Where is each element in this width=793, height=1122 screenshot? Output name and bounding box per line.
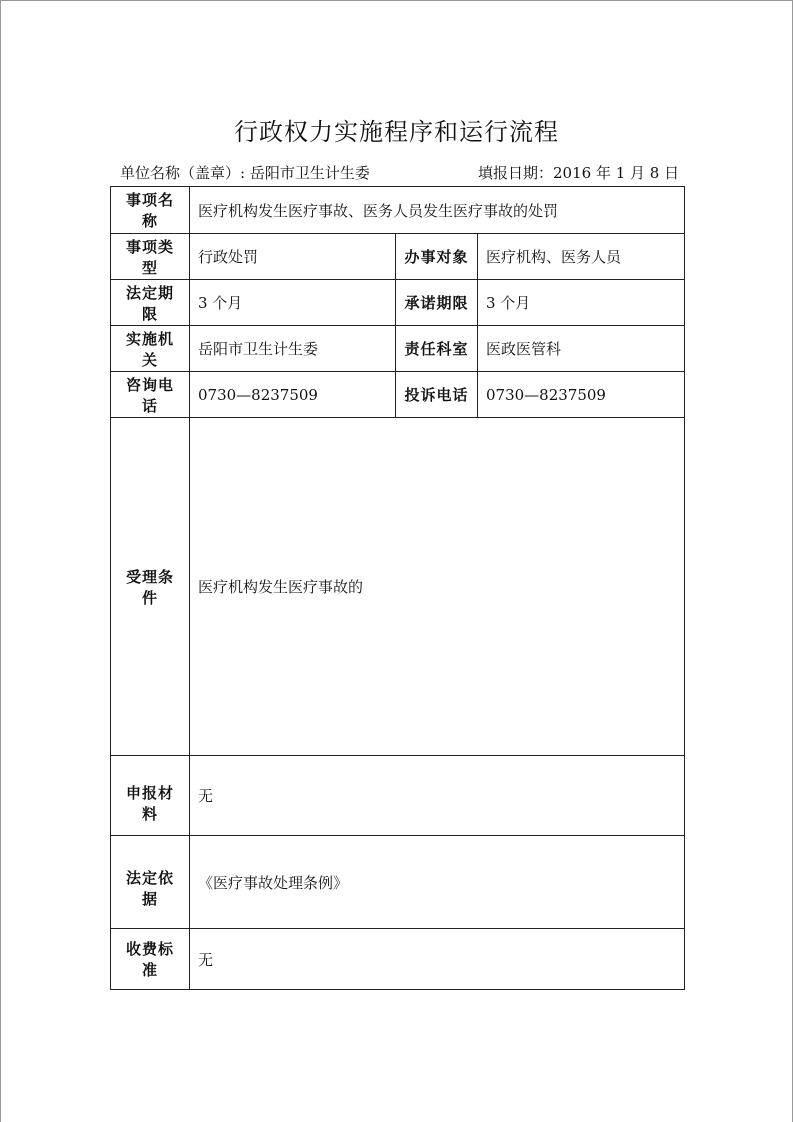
table-row [111,234,685,280]
table-row [111,929,685,990]
table-row [111,326,685,372]
page-edge-top [0,0,793,1]
consult-phone-label: 咨询电话 [111,372,190,418]
target-value: 医疗机构、医务人员 [478,234,685,280]
materials-label: 申报材料 [111,756,190,836]
item-name-label: 事项名称 [111,187,190,234]
date-value: 2016 年 1 月 8 日 [553,164,680,182]
promised-limit-value: 3 个月 [478,280,685,326]
table-row [111,836,685,929]
info-table [110,186,685,990]
date-label: 填报日期： [478,164,554,182]
consult-phone-value: 0730—8237509 [190,372,396,418]
fee-label: 收费标准 [111,929,190,990]
materials-value: 无 [190,756,685,836]
target-label: 办事对象 [396,234,478,280]
document-title: 行政权力实施程序和运行流程 [234,118,559,146]
promised-limit-label: 承诺期限 [396,280,478,326]
dept-value: 医政医管科 [478,326,685,372]
dept-label: 责任科室 [396,326,478,372]
unit-line [120,162,370,183]
unit-label: 单位名称（盖章）: [120,164,250,182]
item-type-label: 事项类型 [111,234,190,280]
table-row [111,418,685,756]
agency-value: 岳阳市卫生计生委 [190,326,396,372]
complaint-phone-value: 0730—8237509 [478,372,685,418]
unit-value: 岳阳市卫生计生委 [249,164,370,182]
item-type-value: 行政处罚 [190,234,396,280]
table-row [111,756,685,836]
legal-basis-value: 《医疗事故处理条例》 [190,836,685,929]
conditions-label: 受理条件 [111,418,190,756]
legal-limit-value: 3 个月 [190,280,396,326]
complaint-phone-label: 投诉电话 [396,372,478,418]
agency-label: 实施机关 [111,326,190,372]
table-row [111,280,685,326]
date-line [478,162,679,183]
table-row [111,187,685,234]
item-name-value: 医疗机构发生医疗事故、医务人员发生医疗事故的处罚 [190,187,685,234]
table-row [111,372,685,418]
conditions-value: 医疗机构发生医疗事故的 [190,418,685,756]
page-edge-left [0,0,1,1122]
legal-basis-label: 法定依据 [111,836,190,929]
fee-value: 无 [190,929,685,990]
legal-limit-label: 法定期限 [111,280,190,326]
